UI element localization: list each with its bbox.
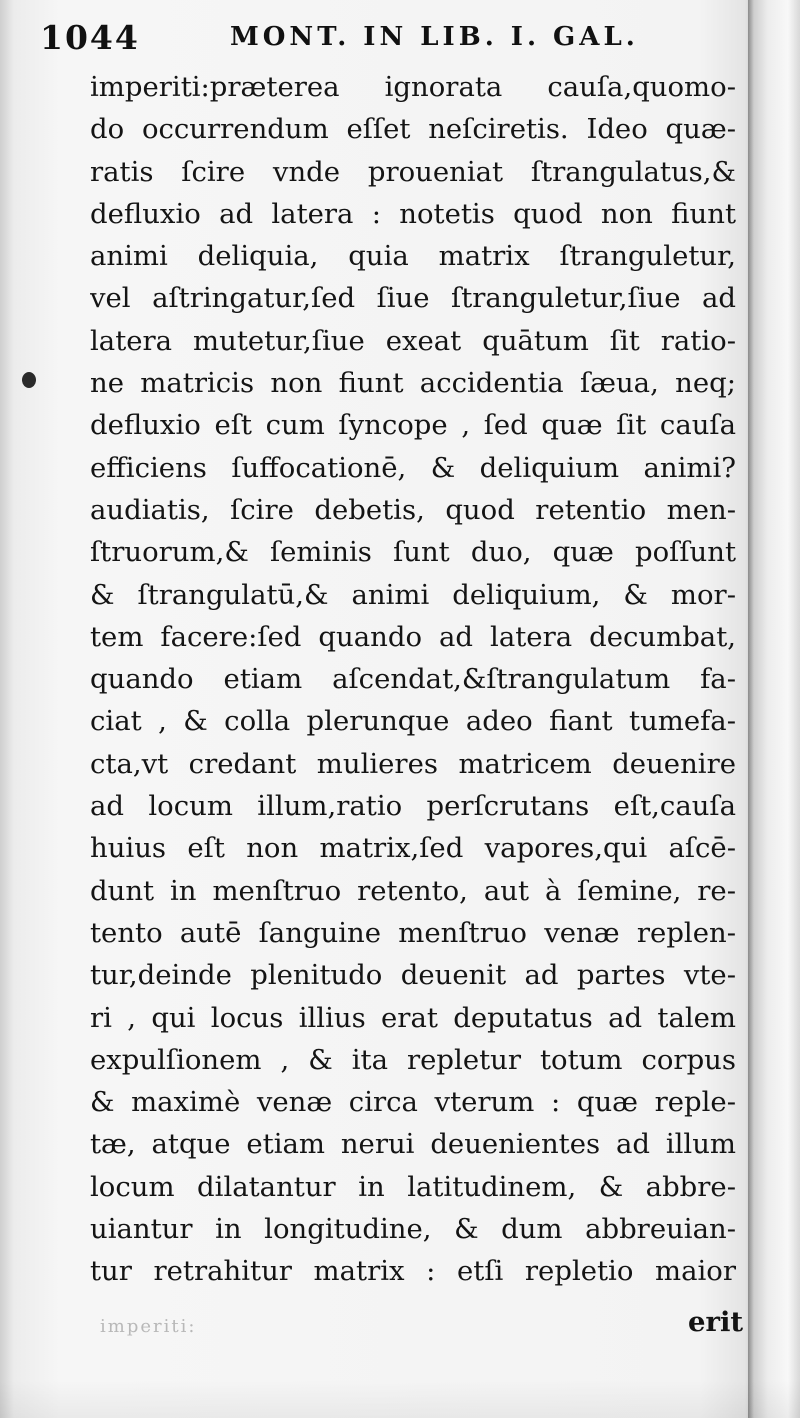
text-line: latera mutetur,ſiue exeat quātum ſit ratio- [90,324,736,357]
text-line: & maximè venæ circa vterum : quæ reple- [90,1086,736,1119]
catchword: erit [688,1306,744,1338]
text-line: uiantur in longitudine, & dum abbreuian- [90,1213,736,1246]
text-line: tento autē ſanguine menſtruo venæ replen- [90,916,736,949]
text-line: tur retrahitur matrix : etſi repletio maior [90,1255,736,1288]
text-line: & ſtrangulatū,& animi deliquium, & mor- [90,578,736,611]
text-line: quando etiam aſcendat,&ſtrangulatum fa- [90,663,736,696]
text-line: tem facere:ſed quando ad latera decumbat, [90,620,736,653]
text-line: dunt in menſtruo retento, aut à ſemine, re- [90,874,736,907]
text-line: tæ, atque etiam nerui deuenientes ad illum [90,1128,736,1161]
text-line: imperiti:præterea ignorata cauſa,quomo- [90,71,736,103]
text-line: ri , qui locus illius erat deputatus ad talem [90,1001,736,1034]
text-line: ciat , & colla plerunque adeo fiant tumefa- [90,705,736,738]
page-gutter-edge [748,0,800,1418]
text-line: locum dilatantur in latitudinem, & abbre- [90,1170,736,1203]
running-head: MONT. IN LIB. I. GAL. [230,22,639,52]
text-line: defluxio eſt cum ſyncope , ſed quæ ſit cauſa [90,409,736,442]
text-line: ad locum illum,ratio perſcrutans eſt,cauſa [90,790,736,823]
page-header [40,18,720,60]
text-line: ratis ſcire vnde proueniat ſtrangulatus,& [90,155,736,188]
page-number: 1044 [40,18,140,57]
text-line: defluxio ad latera : notetis quod non fiunt [90,197,736,230]
body-text [90,66,736,1293]
text-line: expulſionem , & ita repletur totum corpus [90,1043,736,1076]
page-bottom-shadow [0,1380,800,1418]
text-line: tur,deinde plenitudo deuenit ad partes vte- [90,959,736,992]
text-line: vel aſtringatur,ſed ſiue ſtranguletur,ſiue ad [90,282,736,315]
ink-spot [22,372,36,388]
text-line: huius eſt non matrix,ſed vapores,qui aſcē- [90,832,736,865]
show-through-text: imperiti: [100,1316,197,1337]
text-line: ne matricis non fiunt accidentia ſæua, neq; [90,367,736,400]
text-line: cta,vt credant mulieres matricem deuenire [90,747,736,780]
text-line: ſtruorum,& ſeminis ſunt duo, quæ poſſunt [90,536,736,569]
text-line: animi deliquia, quia matrix ſtranguletur, [90,240,736,273]
text-line: audiatis, ſcire debetis, quod retentio men- [90,493,736,526]
text-line: do occurrendum eſſet neſciretis. Ideo quæ- [90,113,736,146]
text-line: efficiens ſuffocationē, & deliquium animi? [90,451,736,484]
